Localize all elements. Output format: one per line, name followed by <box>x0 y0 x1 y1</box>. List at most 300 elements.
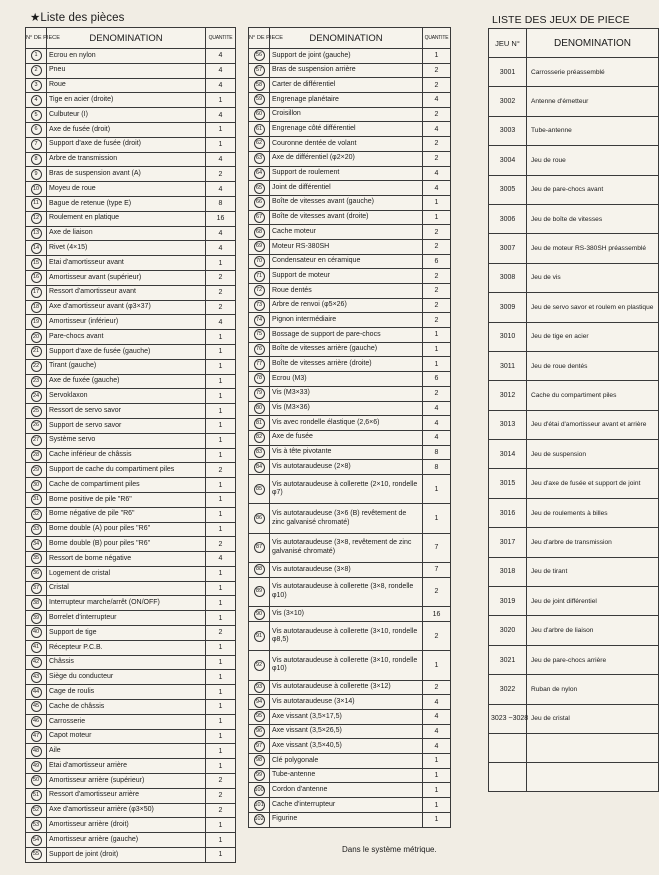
part-quantity: 1 <box>206 611 236 626</box>
part-quantity: 1 <box>206 330 236 345</box>
part-number: 93 <box>254 682 265 693</box>
header-part-no: N° DE PIECE <box>26 28 47 49</box>
table-row <box>249 798 451 813</box>
part-denomination: Roue <box>47 78 206 93</box>
part-denomination: Axe de différentiel (φ2×20) <box>270 151 423 166</box>
table-row <box>26 433 236 448</box>
table-row <box>26 285 236 300</box>
part-number: 70 <box>254 256 265 267</box>
table-row <box>249 284 451 299</box>
part-quantity: 2 <box>206 537 236 552</box>
part-quantity: 2 <box>206 270 236 285</box>
part-quantity: 2 <box>423 313 451 328</box>
part-number-cell <box>249 357 270 372</box>
part-number-cell <box>26 49 47 64</box>
part-number-cell <box>249 63 270 78</box>
part-number-cell <box>26 655 47 670</box>
part-quantity: 2 <box>206 774 236 789</box>
table-row <box>26 552 236 567</box>
part-number: 89 <box>254 586 265 597</box>
part-number-cell <box>249 151 270 166</box>
part-number: 94 <box>254 697 265 708</box>
set-row <box>489 528 659 557</box>
set-number: 3014 <box>489 440 527 469</box>
part-quantity: 1 <box>206 492 236 507</box>
table-row <box>249 607 451 622</box>
part-denomination: Vis (M3×33) <box>270 386 423 401</box>
table-row <box>26 78 236 93</box>
table-row <box>26 611 236 626</box>
part-number-cell <box>26 670 47 685</box>
part-denomination: Vis à tête pivotante <box>270 445 423 460</box>
set-number: 3021 <box>489 645 527 674</box>
part-number: 3 <box>31 80 42 91</box>
part-number: 66 <box>254 197 265 208</box>
part-number: 56 <box>254 50 265 61</box>
part-number: 22 <box>31 361 42 372</box>
part-quantity: 1 <box>423 798 451 813</box>
set-row <box>489 733 659 762</box>
set-number: 3019 <box>489 587 527 616</box>
part-denomination: Vis autotaraudeuse (3×14) <box>270 695 423 710</box>
part-quantity: 1 <box>206 685 236 700</box>
part-quantity: 1 <box>206 655 236 670</box>
parts-list-title: ★Liste des pièces <box>30 12 125 24</box>
part-number: 46 <box>31 716 42 727</box>
part-number: 64 <box>254 168 265 179</box>
part-denomination: Pare-chocs avant <box>47 330 206 345</box>
set-row <box>489 410 659 439</box>
part-denomination: Vis autotaraudeuse à collerette (3×10, rondelle φ8,5) <box>270 621 423 650</box>
parts-table-middle <box>248 27 451 828</box>
header-set-no: JEU N° <box>489 29 527 58</box>
table-row <box>26 152 236 167</box>
part-number-cell <box>26 522 47 537</box>
part-number: 27 <box>31 435 42 446</box>
set-row <box>489 87 659 116</box>
part-quantity: 4 <box>423 430 451 445</box>
part-quantity: 1 <box>206 418 236 433</box>
part-quantity: 4 <box>423 93 451 108</box>
part-number-cell <box>249 401 270 416</box>
part-number: 20 <box>31 332 42 343</box>
part-number: 1 <box>31 50 42 61</box>
part-number-cell <box>26 374 47 389</box>
part-number: 83 <box>254 447 265 458</box>
part-quantity: 1 <box>206 759 236 774</box>
table-row <box>26 315 236 330</box>
part-quantity: 4 <box>206 315 236 330</box>
set-number: 3020 <box>489 616 527 645</box>
table-row <box>26 478 236 493</box>
part-number: 26 <box>31 420 42 431</box>
table-row <box>26 374 236 389</box>
part-quantity: 1 <box>206 729 236 744</box>
part-number-cell <box>26 226 47 241</box>
part-number-cell <box>249 812 270 827</box>
part-denomination: Axe d'amortisseur avant (φ3×37) <box>47 300 206 315</box>
table-row <box>26 448 236 463</box>
part-quantity: 1 <box>206 344 236 359</box>
part-number-cell <box>26 359 47 374</box>
part-denomination: Etai d'amortisseur avant <box>47 256 206 271</box>
set-number: 3009 <box>489 293 527 322</box>
table-row <box>249 313 451 328</box>
set-row <box>489 440 659 469</box>
set-row <box>489 58 659 87</box>
part-quantity: 4 <box>423 710 451 725</box>
part-number: 59 <box>254 94 265 105</box>
part-number-cell <box>26 78 47 93</box>
part-denomination: Cache inférieur de châssis <box>47 448 206 463</box>
part-number-cell <box>249 239 270 254</box>
table-row <box>26 774 236 789</box>
part-quantity: 1 <box>423 49 451 64</box>
part-denomination: Vis autotaraudeuse à collerette (2×10, rondelle φ7) <box>270 474 423 503</box>
part-denomination: Vis autotaraudeuse à collerette (3×12) <box>270 680 423 695</box>
part-number: 36 <box>31 568 42 579</box>
part-number: 51 <box>31 790 42 801</box>
part-denomination: Vis (M3×36) <box>270 401 423 416</box>
set-denomination: Antenne d'émetteur <box>527 87 659 116</box>
part-number-cell <box>26 137 47 152</box>
part-denomination: Récepteur P.C.B. <box>47 640 206 655</box>
table-row <box>26 211 236 226</box>
set-number: 3007 <box>489 234 527 263</box>
set-denomination: Jeu d'arbre de transmission <box>527 528 659 557</box>
part-number: 77 <box>254 359 265 370</box>
part-number-cell <box>249 342 270 357</box>
sets-table <box>488 28 659 792</box>
part-quantity: 16 <box>423 607 451 622</box>
part-denomination: Support de roulement <box>270 166 423 181</box>
part-number-cell <box>26 122 47 137</box>
part-quantity: 1 <box>206 256 236 271</box>
part-denomination: Pneu <box>47 63 206 78</box>
table-row <box>249 342 451 357</box>
part-denomination: Amortisseur avant (supérieur) <box>47 270 206 285</box>
table-row <box>26 167 236 182</box>
part-quantity: 1 <box>206 566 236 581</box>
set-row <box>489 263 659 292</box>
set-row <box>489 381 659 410</box>
part-quantity: 2 <box>206 167 236 182</box>
part-number-cell <box>249 768 270 783</box>
part-number: 18 <box>31 302 42 313</box>
part-quantity: 1 <box>206 818 236 833</box>
part-denomination: Engrenage côté différentiel <box>270 122 423 137</box>
metric-footnote: Dans le système métrique. <box>342 845 437 854</box>
table-row <box>26 581 236 596</box>
part-denomination: Servoklaxon <box>47 389 206 404</box>
set-number: 3022 <box>489 675 527 704</box>
table-row <box>249 710 451 725</box>
part-denomination: Vis autotaraudeuse (3×8, revêtement de zinc galvanisé chromaté) <box>270 533 423 562</box>
set-row <box>489 204 659 233</box>
part-denomination: Croisillon <box>270 107 423 122</box>
part-number-cell <box>26 626 47 641</box>
part-denomination: Amortisseur arrière (gauche) <box>47 833 206 848</box>
part-quantity: 1 <box>206 670 236 685</box>
part-denomination: Vis autotaraudeuse (3×6 (B) revêtement de zinc galvanisé chromaté) <box>270 504 423 533</box>
part-denomination: Axe vissant (3,5×40,5) <box>270 739 423 754</box>
table-row <box>249 151 451 166</box>
part-number-cell <box>26 108 47 123</box>
part-denomination: Borne négative de pile "R6" <box>47 507 206 522</box>
set-number: 3004 <box>489 146 527 175</box>
header-set-denomination: DENOMINATION <box>527 29 659 58</box>
set-row <box>489 616 659 645</box>
part-quantity: 1 <box>423 195 451 210</box>
table-row <box>26 270 236 285</box>
part-number: 73 <box>254 300 265 311</box>
part-number: 65 <box>254 183 265 194</box>
part-denomination: Vis (3×10) <box>270 607 423 622</box>
table-row <box>26 759 236 774</box>
part-number: 40 <box>31 627 42 638</box>
part-number: 30 <box>31 480 42 491</box>
part-number-cell <box>249 298 270 313</box>
part-number-cell <box>26 196 47 211</box>
part-number: 58 <box>254 80 265 91</box>
part-number-cell <box>26 315 47 330</box>
table-row <box>249 739 451 754</box>
part-number-cell <box>26 729 47 744</box>
part-quantity: 1 <box>206 448 236 463</box>
part-quantity: 1 <box>206 833 236 848</box>
part-number: 85 <box>254 484 265 495</box>
set-number: 3011 <box>489 351 527 380</box>
part-quantity: 4 <box>206 182 236 197</box>
part-number: 102 <box>254 814 265 825</box>
part-number: 54 <box>31 835 42 846</box>
part-denomination: Tube-antenne <box>270 768 423 783</box>
set-row <box>489 498 659 527</box>
part-number-cell <box>26 167 47 182</box>
part-number-cell <box>249 460 270 475</box>
set-row <box>489 322 659 351</box>
part-denomination: Axe vissant (3,5×17,5) <box>270 710 423 725</box>
part-quantity: 8 <box>423 445 451 460</box>
part-denomination: Ressort d'amortisseur avant <box>47 285 206 300</box>
table-row <box>26 300 236 315</box>
part-quantity: 4 <box>206 226 236 241</box>
part-number-cell <box>249 563 270 578</box>
part-number: 33 <box>31 524 42 535</box>
part-number: 97 <box>254 741 265 752</box>
set-number: 3016 <box>489 498 527 527</box>
part-number-cell <box>249 328 270 343</box>
set-row <box>489 175 659 204</box>
part-quantity: 2 <box>423 107 451 122</box>
header-quantity: QUANTITE <box>423 28 451 49</box>
part-denomination: Support de moteur <box>270 269 423 284</box>
part-quantity: 1 <box>206 507 236 522</box>
part-number: 53 <box>31 820 42 831</box>
part-denomination: Amortisseur (inférieur) <box>47 315 206 330</box>
part-denomination: Ressort d'amortisseur arrière <box>47 788 206 803</box>
part-number-cell <box>26 848 47 863</box>
part-quantity: 1 <box>206 581 236 596</box>
part-denomination: Support de tige <box>47 626 206 641</box>
table-row <box>26 685 236 700</box>
part-quantity: 2 <box>206 300 236 315</box>
table-header-row <box>26 28 236 49</box>
part-denomination: Amortisseur arrière (droit) <box>47 818 206 833</box>
set-number: 3018 <box>489 557 527 586</box>
part-number-cell <box>26 63 47 78</box>
part-denomination: Axe d'amortisseur arrière (φ3×50) <box>47 803 206 818</box>
part-denomination: Châssis <box>47 655 206 670</box>
part-denomination: Cordon d'antenne <box>270 783 423 798</box>
part-denomination: Boîte de vitesses avant (gauche) <box>270 195 423 210</box>
part-denomination: Borne double (A) pour piles "R6" <box>47 522 206 537</box>
part-denomination: Cache de châssis <box>47 700 206 715</box>
part-number-cell <box>26 818 47 833</box>
part-number: 21 <box>31 346 42 357</box>
part-number: 67 <box>254 212 265 223</box>
set-number: 3005 <box>489 175 527 204</box>
part-number-cell <box>26 833 47 848</box>
part-quantity: 4 <box>206 63 236 78</box>
header-denomination: DENOMINATION <box>47 28 206 49</box>
part-number: 98 <box>254 755 265 766</box>
set-denomination <box>527 762 659 791</box>
part-denomination: Cage de roulis <box>47 685 206 700</box>
part-quantity: 4 <box>423 739 451 754</box>
table-row <box>249 401 451 416</box>
part-denomination: Arbre de transmission <box>47 152 206 167</box>
part-quantity: 1 <box>423 474 451 503</box>
part-quantity: 1 <box>423 783 451 798</box>
part-denomination: Condensateur en céramique <box>270 254 423 269</box>
part-quantity: 1 <box>206 433 236 448</box>
table-row <box>249 430 451 445</box>
part-quantity: 1 <box>423 504 451 533</box>
table-row <box>26 463 236 478</box>
part-number-cell <box>249 122 270 137</box>
part-quantity: 4 <box>206 241 236 256</box>
table-row <box>249 372 451 387</box>
header-quantity: QUANTITE <box>206 28 236 49</box>
set-number: 3015 <box>489 469 527 498</box>
set-number: 3001 <box>489 58 527 87</box>
table-row <box>26 389 236 404</box>
part-quantity: 1 <box>423 768 451 783</box>
part-number: 69 <box>254 241 265 252</box>
part-number: 96 <box>254 726 265 737</box>
part-quantity: 1 <box>206 714 236 729</box>
part-denomination: Ressort de borne négative <box>47 552 206 567</box>
part-number: 57 <box>254 65 265 76</box>
part-number: 34 <box>31 539 42 550</box>
part-denomination: Capot moteur <box>47 729 206 744</box>
part-denomination: Axe de fusée (droit) <box>47 122 206 137</box>
part-number: 5 <box>31 110 42 121</box>
part-number-cell <box>249 386 270 401</box>
part-quantity: 2 <box>423 78 451 93</box>
part-number-cell <box>249 607 270 622</box>
part-number-cell <box>249 680 270 695</box>
set-number: 3006 <box>489 204 527 233</box>
part-quantity: 1 <box>206 359 236 374</box>
part-denomination: Bague de retenue (type E) <box>47 196 206 211</box>
part-number: 4 <box>31 95 42 106</box>
part-number-cell <box>26 685 47 700</box>
part-denomination: Carter de différentiel <box>270 78 423 93</box>
set-row <box>489 146 659 175</box>
part-number-cell <box>26 152 47 167</box>
part-number-cell <box>26 700 47 715</box>
part-number: 80 <box>254 403 265 414</box>
part-number-cell <box>249 710 270 725</box>
part-number-cell <box>26 759 47 774</box>
part-number-cell <box>26 270 47 285</box>
table-row <box>249 166 451 181</box>
table-header-row <box>249 28 451 49</box>
table-row <box>26 137 236 152</box>
table-row <box>249 563 451 578</box>
part-denomination: Bras de suspension arrière <box>270 63 423 78</box>
part-number-cell <box>249 225 270 240</box>
part-quantity: 6 <box>423 372 451 387</box>
table-row <box>249 680 451 695</box>
set-denomination: Jeu de pare-chocs arrière <box>527 645 659 674</box>
part-number: 61 <box>254 124 265 135</box>
part-number: 7 <box>31 139 42 150</box>
set-denomination: Cache du compartiment piles <box>527 381 659 410</box>
part-number-cell <box>26 182 47 197</box>
table-row <box>249 254 451 269</box>
part-quantity: 2 <box>206 285 236 300</box>
part-quantity: 4 <box>423 166 451 181</box>
part-quantity: 2 <box>423 680 451 695</box>
part-quantity: 1 <box>206 122 236 137</box>
part-number-cell <box>249 474 270 503</box>
part-denomination: Cache de compartiment piles <box>47 478 206 493</box>
set-row <box>489 469 659 498</box>
part-denomination: Support d'axe de fusée (gauche) <box>47 344 206 359</box>
set-row <box>489 587 659 616</box>
part-number: 39 <box>31 613 42 624</box>
part-number-cell <box>26 344 47 359</box>
set-number: 3017 <box>489 528 527 557</box>
table-row <box>26 788 236 803</box>
table-row <box>26 507 236 522</box>
part-number: 25 <box>31 406 42 417</box>
part-number: 38 <box>31 598 42 609</box>
table-row <box>249 195 451 210</box>
part-denomination: Logement de cristal <box>47 566 206 581</box>
parts-table-left <box>25 27 236 863</box>
part-denomination: Axe de fusée <box>270 430 423 445</box>
set-number: 3010 <box>489 322 527 351</box>
part-number-cell <box>249 284 270 299</box>
part-number-cell <box>26 803 47 818</box>
set-denomination: Jeu de roue <box>527 146 659 175</box>
set-number: 3002 <box>489 87 527 116</box>
part-number: 84 <box>254 462 265 473</box>
table-row <box>26 418 236 433</box>
part-quantity: 1 <box>423 754 451 769</box>
part-denomination: Pignon intermédiaire <box>270 313 423 328</box>
part-quantity: 4 <box>423 181 451 196</box>
table-row <box>26 833 236 848</box>
table-row <box>249 812 451 827</box>
part-number-cell <box>26 211 47 226</box>
set-denomination: Jeu de moteur RS-380SH préassemblé <box>527 234 659 263</box>
set-denomination: Jeu de pare-chocs avant <box>527 175 659 204</box>
